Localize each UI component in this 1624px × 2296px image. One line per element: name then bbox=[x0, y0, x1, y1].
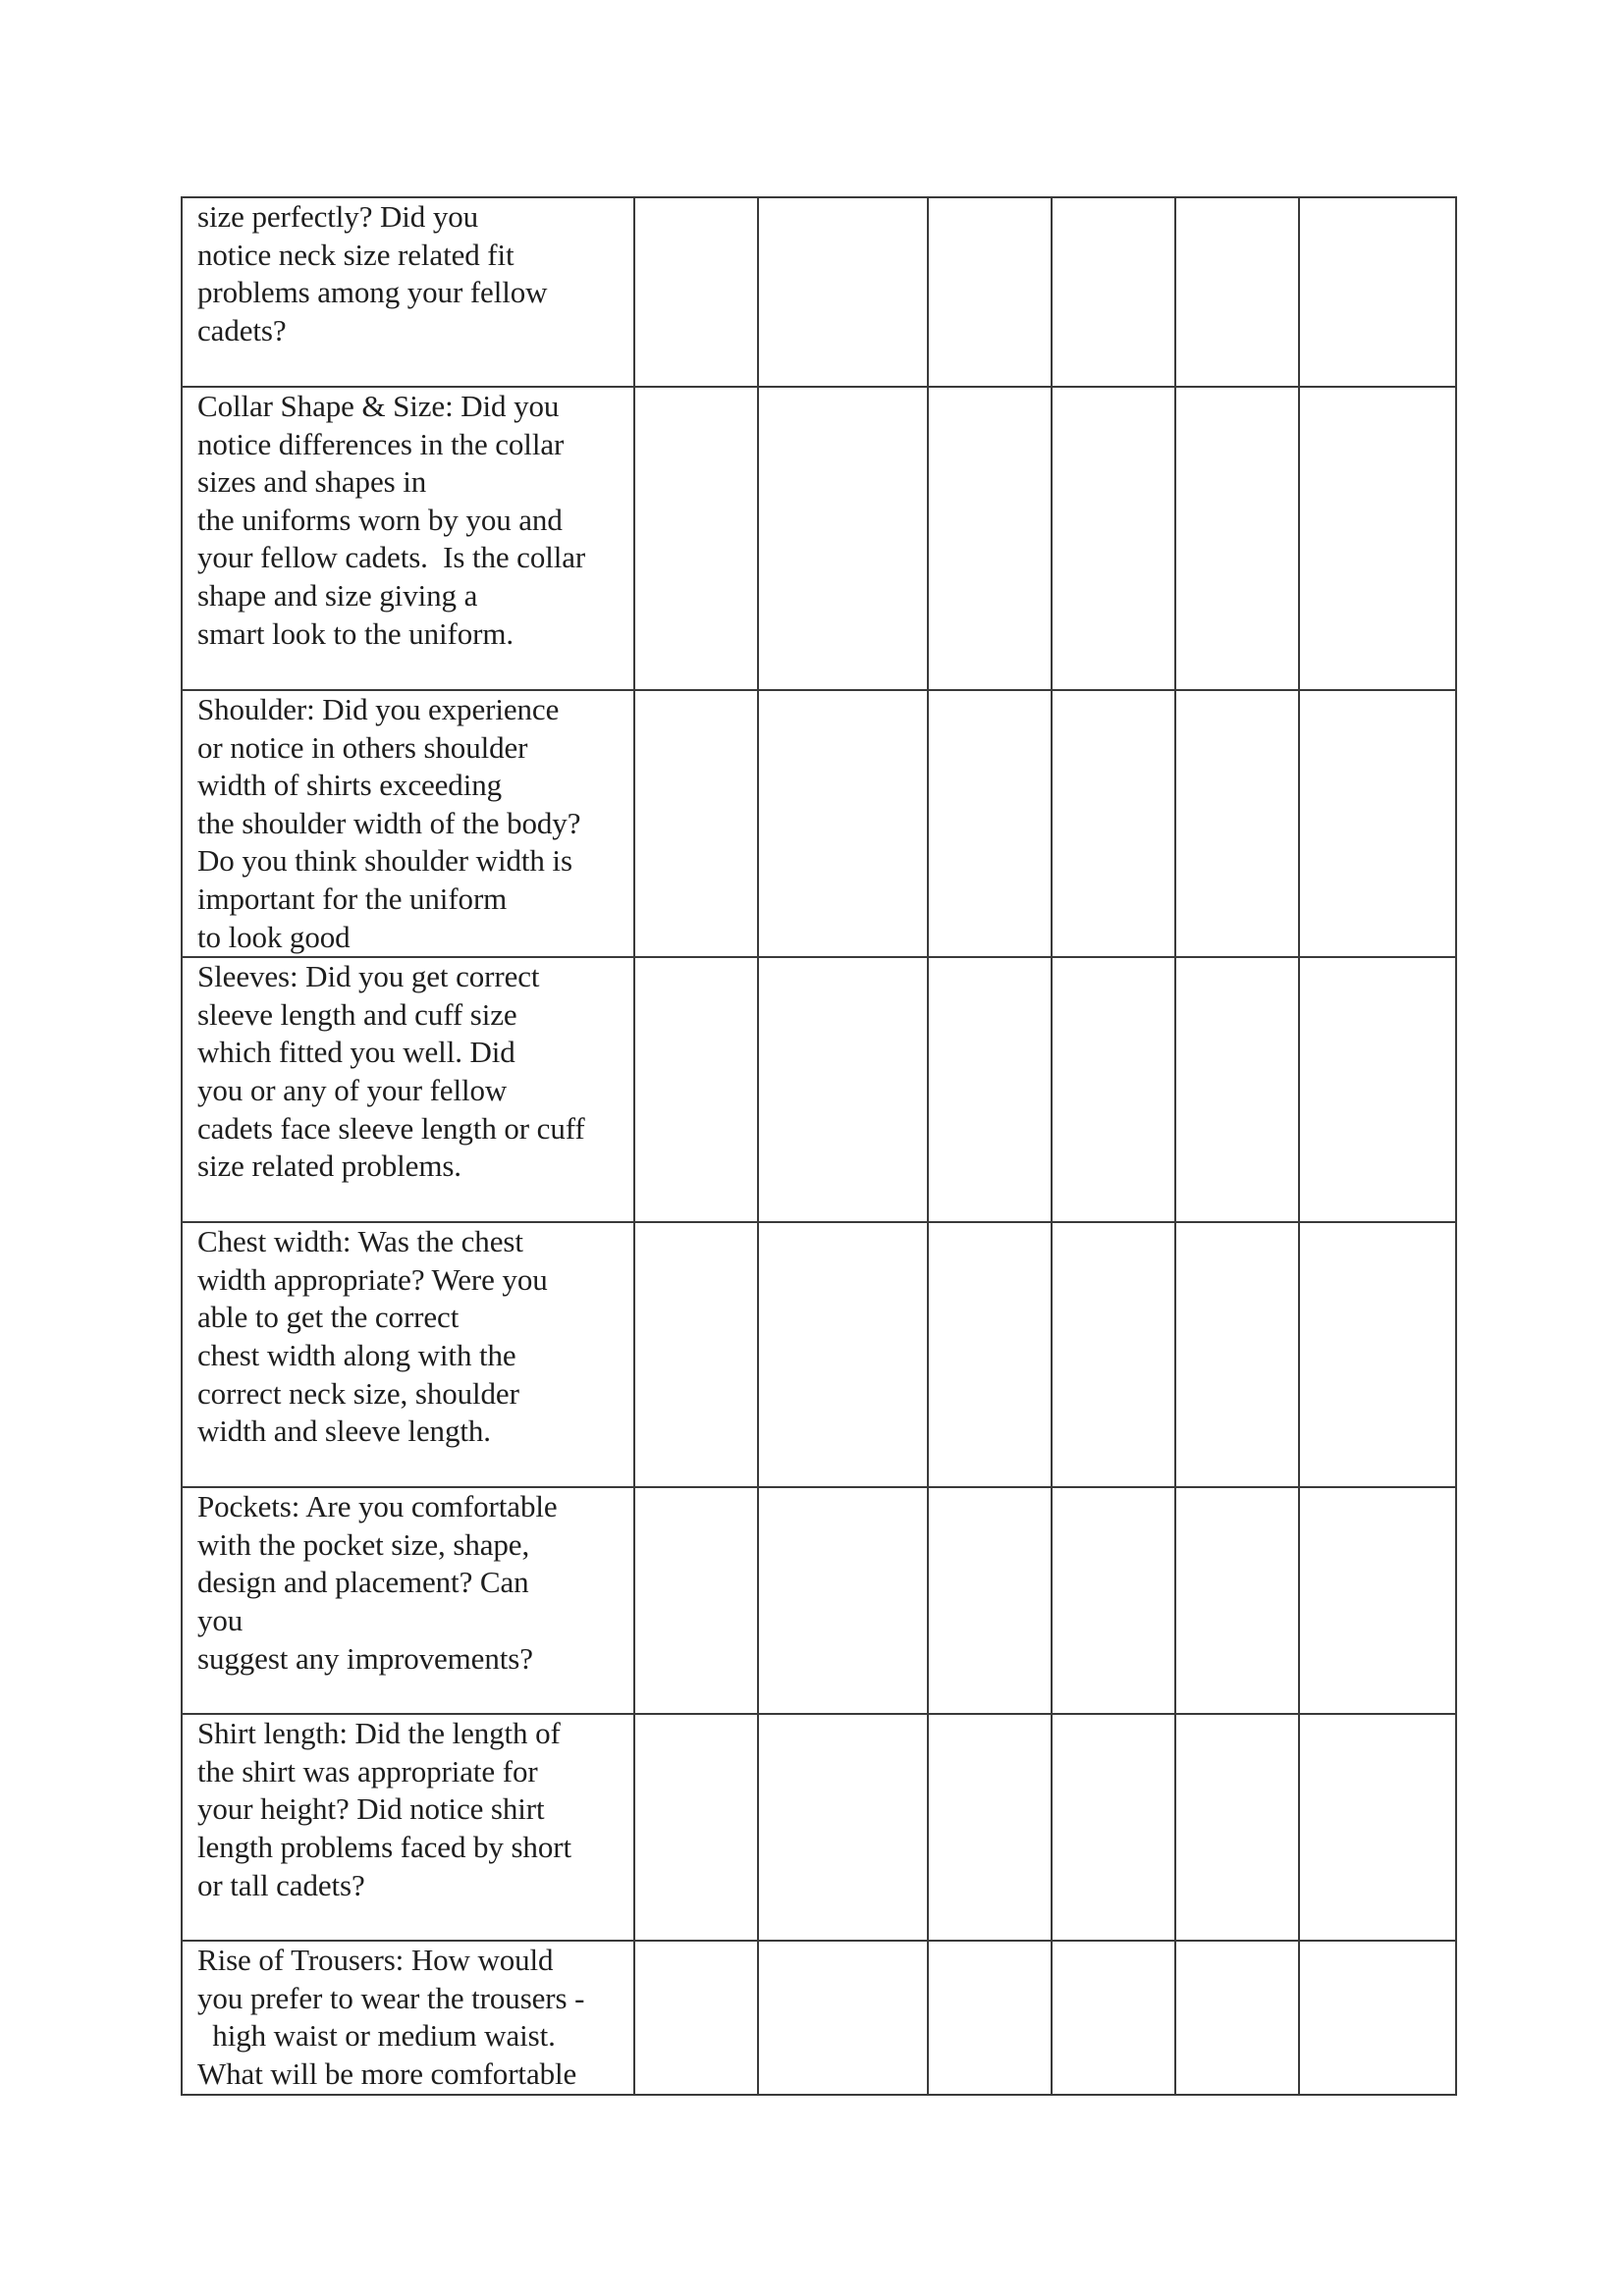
answer-cell[interactable] bbox=[1052, 1941, 1175, 2094]
answer-cell[interactable] bbox=[1052, 957, 1175, 1222]
question-text-line: with the pocket size, shape, bbox=[197, 1526, 530, 1562]
question-text-line: notice neck size related fit bbox=[197, 237, 514, 272]
question-text-line: your height? Did notice shirt bbox=[197, 1791, 545, 1827]
answer-cell[interactable] bbox=[1052, 1714, 1175, 1941]
question-text-line: you or any of your fellow bbox=[197, 1072, 508, 1107]
answer-cell[interactable] bbox=[928, 957, 1052, 1222]
answer-cell[interactable] bbox=[634, 957, 758, 1222]
answer-cell[interactable] bbox=[928, 387, 1052, 690]
answer-cell[interactable] bbox=[928, 690, 1052, 957]
answer-cell[interactable] bbox=[1299, 1941, 1456, 2094]
question-text-line: which fitted you well. Did bbox=[197, 1035, 515, 1070]
question-text-line: shape and size giving a bbox=[197, 577, 478, 613]
answer-cell[interactable] bbox=[1175, 387, 1299, 690]
question-text-line: your fellow cadets. Is the collar bbox=[197, 540, 586, 575]
answer-cell[interactable] bbox=[758, 197, 928, 387]
question-text-line: size perfectly? Did you bbox=[197, 199, 479, 234]
question-text-line: What will be more comfortable bbox=[197, 2056, 577, 2091]
answer-cell[interactable] bbox=[758, 1222, 928, 1487]
question-cell bbox=[182, 1714, 634, 1941]
question-text-line: you bbox=[197, 1602, 244, 1637]
question-text-line: the shoulder width of the body? bbox=[197, 805, 581, 840]
question-text-line: Sleeves: Did you get correct bbox=[197, 959, 540, 994]
question-text-line: Shirt length: Did the length of bbox=[197, 1716, 561, 1751]
question-row bbox=[182, 197, 1456, 387]
question-text-line: suggest any improvements? bbox=[197, 1640, 533, 1676]
question-text-line: sleeve length and cuff size bbox=[197, 996, 517, 1032]
question-text-line: width appropriate? Were you bbox=[197, 1261, 548, 1297]
question-row bbox=[182, 1487, 1456, 1714]
answer-cell[interactable] bbox=[634, 1941, 758, 2094]
answer-cell[interactable] bbox=[1299, 1487, 1456, 1714]
question-text-line: cadets? bbox=[197, 312, 287, 347]
answer-cell[interactable] bbox=[1175, 197, 1299, 387]
answer-cell[interactable] bbox=[928, 197, 1052, 387]
question-text-line: the shirt was appropriate for bbox=[197, 1753, 538, 1789]
question-text-line: design and placement? Can bbox=[197, 1565, 529, 1600]
question-text-line: chest width along with the bbox=[197, 1337, 516, 1372]
answer-cell[interactable] bbox=[1175, 1487, 1299, 1714]
answer-cell[interactable] bbox=[634, 1487, 758, 1714]
question-text-line: notice differences in the collar bbox=[197, 426, 565, 461]
question-cell bbox=[182, 1487, 634, 1714]
question-text-line: width and sleeve length. bbox=[197, 1414, 491, 1449]
question-text-line: to look good bbox=[197, 919, 351, 954]
question-row bbox=[182, 387, 1456, 690]
question-row bbox=[182, 1222, 1456, 1487]
question-cell bbox=[182, 957, 634, 1222]
answer-cell[interactable] bbox=[1052, 1222, 1175, 1487]
answer-cell[interactable] bbox=[758, 1487, 928, 1714]
question-text-line: size related problems. bbox=[197, 1148, 461, 1184]
answer-cell[interactable] bbox=[758, 387, 928, 690]
answer-cell[interactable] bbox=[1299, 957, 1456, 1222]
answer-cell[interactable] bbox=[634, 197, 758, 387]
question-text-line: you prefer to wear the trousers - bbox=[197, 1980, 585, 2015]
answer-cell[interactable] bbox=[1299, 197, 1456, 387]
answer-cell[interactable] bbox=[634, 690, 758, 957]
question-text-line: able to get the correct bbox=[197, 1300, 460, 1335]
answer-cell[interactable] bbox=[1299, 1222, 1456, 1487]
answer-cell[interactable] bbox=[634, 1222, 758, 1487]
question-cell bbox=[182, 197, 634, 387]
question-row bbox=[182, 690, 1456, 957]
answer-cell[interactable] bbox=[1175, 1222, 1299, 1487]
question-text-line: Shoulder: Did you experience bbox=[197, 692, 560, 726]
question-text-line: correct neck size, shoulder bbox=[197, 1375, 519, 1411]
answer-cell[interactable] bbox=[758, 1941, 928, 2094]
question-cell bbox=[182, 690, 634, 957]
question-text-line: cadets face sleeve length or cuff bbox=[197, 1110, 585, 1146]
question-row bbox=[182, 1941, 1456, 2094]
answer-cell[interactable] bbox=[1052, 197, 1175, 387]
question-text-line: Rise of Trousers: How would bbox=[197, 1943, 554, 1978]
answer-cell[interactable] bbox=[1052, 1487, 1175, 1714]
answer-cell[interactable] bbox=[1175, 690, 1299, 957]
answer-cell[interactable] bbox=[928, 1941, 1052, 2094]
question-text-line: the uniforms worn by you and bbox=[197, 502, 563, 537]
question-text-line: sizes and shapes in bbox=[197, 464, 427, 500]
question-text-line: problems among your fellow bbox=[197, 275, 548, 310]
answer-cell[interactable] bbox=[1175, 1714, 1299, 1941]
answer-cell[interactable] bbox=[1175, 1941, 1299, 2094]
question-text-line: Collar Shape & Size: Did you bbox=[197, 389, 560, 423]
answer-cell[interactable] bbox=[634, 1714, 758, 1941]
answer-cell[interactable] bbox=[1175, 957, 1299, 1222]
question-text-line: high waist or medium waist. bbox=[197, 2018, 556, 2054]
answer-cell[interactable] bbox=[758, 1714, 928, 1941]
answer-cell[interactable] bbox=[928, 1714, 1052, 1941]
question-text-line: width of shirts exceeding bbox=[197, 768, 503, 803]
question-text-line: or tall cadets? bbox=[197, 1867, 365, 1902]
answer-cell[interactable] bbox=[1299, 387, 1456, 690]
question-text-line: smart look to the uniform. bbox=[197, 615, 514, 651]
answer-cell[interactable] bbox=[758, 957, 928, 1222]
question-text-line: important for the uniform bbox=[197, 881, 508, 916]
answer-cell[interactable] bbox=[1299, 690, 1456, 957]
question-cell bbox=[182, 1222, 634, 1487]
answer-cell[interactable] bbox=[634, 387, 758, 690]
answer-cell[interactable] bbox=[1052, 690, 1175, 957]
answer-cell[interactable] bbox=[928, 1222, 1052, 1487]
question-cell bbox=[182, 1941, 634, 2094]
question-text-line: or notice in others shoulder bbox=[197, 729, 528, 765]
survey-table bbox=[181, 196, 1457, 2096]
question-row bbox=[182, 1714, 1456, 1941]
question-text-line: Do you think shoulder width is bbox=[197, 843, 572, 879]
question-text-line: length problems faced by short bbox=[197, 1829, 571, 1864]
answer-cell[interactable] bbox=[1052, 387, 1175, 690]
question-row bbox=[182, 957, 1456, 1222]
question-text-line: Pockets: Are you comfortable bbox=[197, 1489, 558, 1524]
question-cell bbox=[182, 387, 634, 690]
answer-cell[interactable] bbox=[1299, 1714, 1456, 1941]
answer-cell[interactable] bbox=[758, 690, 928, 957]
answer-cell[interactable] bbox=[928, 1487, 1052, 1714]
question-text-line: Chest width: Was the chest bbox=[197, 1224, 523, 1259]
